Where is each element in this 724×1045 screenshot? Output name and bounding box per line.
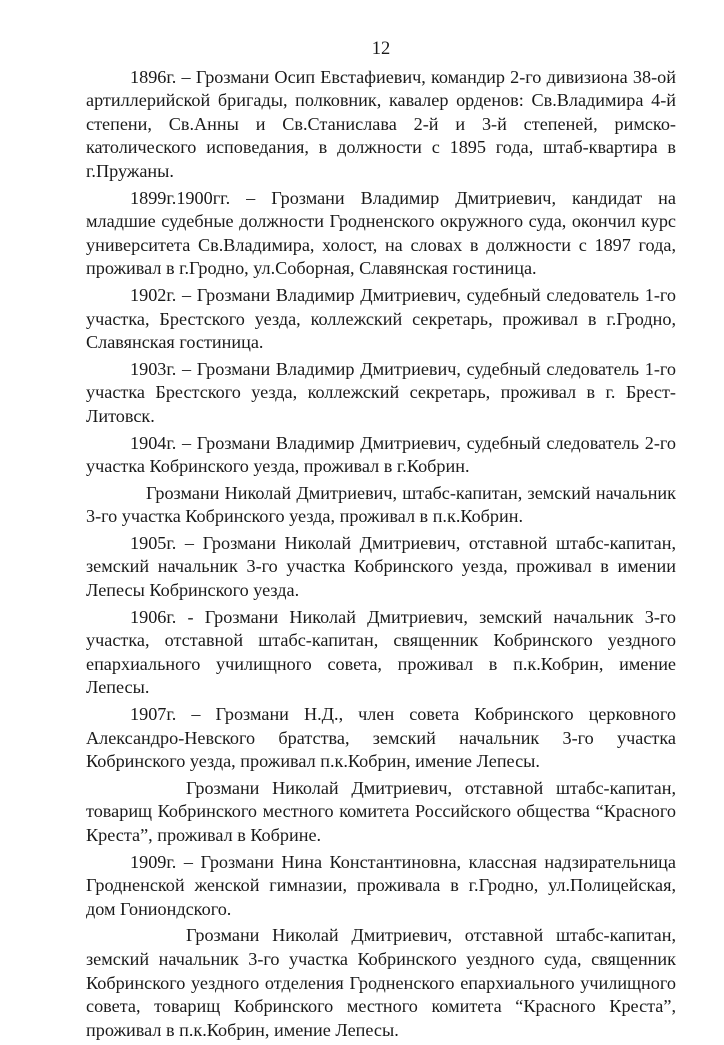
document-page — [86, 38, 676, 1045]
entry-paragraph: 1906г. - Грозмани Николай Дмитриевич, земский начальник 3-го участка, отставной штабс-капитан, священник Кобринского уездного епархиального училищного совета, проживал в п.к.Кобрин, имение Лепесы. — [86, 606, 676, 698]
entry-paragraph: 1904г. – Грозмани Владимир Дмитриевич, судебный следователь 2-го участка Кобринского уезда, проживал в г.Кобрин. — [86, 432, 676, 477]
entry-paragraph: 1902г. – Грозмани Владимир Дмитриевич, судебный следователь 1-го участка, Брестского уезда, коллежский секретарь, проживал в г.Гродно, Славянская гостиница. — [86, 284, 676, 353]
entry-paragraph: 1905г. – Грозмани Николай Дмитриевич, отставной штабс-капитан, земский начальник 3-го участка Кобринского уезда, проживал в имении Лепесы Кобринского уезда. — [86, 532, 676, 601]
entry-paragraph: 1899г.1900гг. – Грозмани Владимир Дмитриевич, кандидат на младшие судебные должности Гродненского окружного суда, окончил курс университета Св.Владимира, холост, на словах в должности с 1897 года, проживал в г.Гродно, ул.Соборная, Славянская гостиница. — [86, 187, 676, 279]
entry-paragraph: 1903г. – Грозмани Владимир Дмитриевич, судебный следователь 1-го участка Брестского уезда, коллежский секретарь, проживал в г. Брест-Литовск. — [86, 358, 676, 426]
entry-paragraph: Грозмани Николай Дмитриевич, штабс-капитан, земский начальник 3-го участка Кобринского уезда, проживал в п.к.Кобрин. — [86, 482, 676, 527]
entry-paragraph: 1907г. – Грозмани Н.Д., член совета Кобринского церковного Александро-Невского братства, земский начальник 3-го участка Кобринского уезда, проживал п.к.Кобрин, имение Лепесы. — [86, 704, 676, 772]
entry-paragraph: Грозмани Николай Дмитриевич, отставной штабс-капитан, товарищ Кобринского местного комитета Российского общества “Красного Креста”, проживал в Кобрине. — [86, 777, 676, 845]
entry-paragraph: 1909г. – Грозмани Нина Константиновна, классная надзирательница Гродненской женской гимназии, проживала в г.Гродно, ул.Полицейская, дом Гониондского. — [86, 851, 676, 919]
page-number: 12 — [371, 39, 391, 59]
entry-paragraph: Грозмани Николай Дмитриевич, отставной штабс-капитан, земский начальник 3-го участка Кобринского уездного суда, священник Кобринского уездного отделения Гродненского епархиального училищного совета, товарищ Кобринского местного комитета “Красного Креста”, проживал в п.к.Кобрин, имение Лепесы. — [86, 925, 676, 1040]
entry-paragraph: 1896г. – Грозмани Осип Евстафиевич, командир 2-го дивизиона 38-ой артиллерийской бригады, полковник, кавалер орденов: Св.Владимира 4-й степени, Св.Анны и Св.Станислава 2-й и 3-й степеней, римско-католического исповедания, в должности с 1895 года, штаб-квартира в г.Пружаны. — [86, 66, 676, 181]
